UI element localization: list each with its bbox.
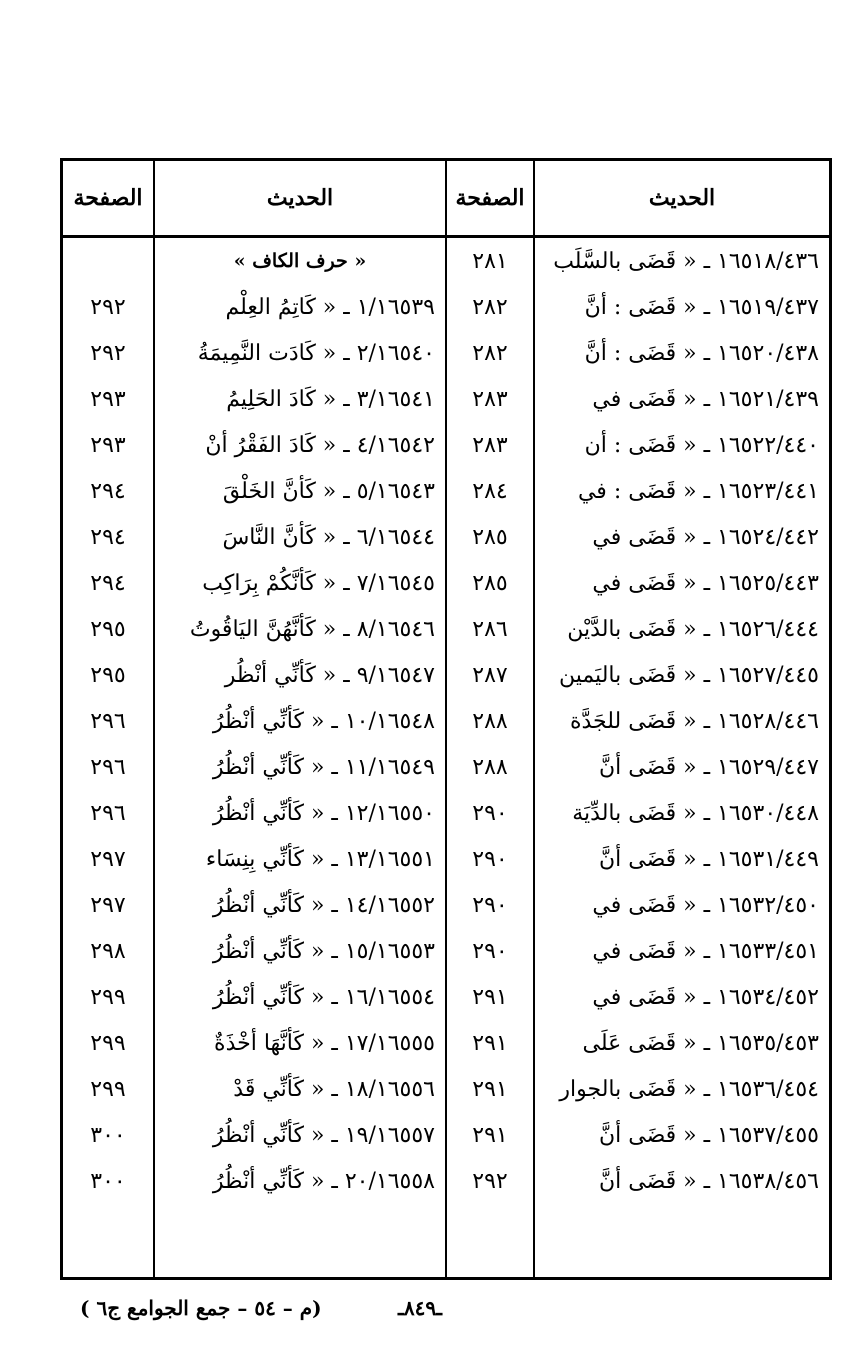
hadith-entry: ١٣/١٦٥٥١ ـ « كَأنِّي بِنِسَاء [205, 846, 435, 872]
page-reference: ٢٩٧ [90, 892, 126, 918]
page-reference: ٢٨٧ [472, 662, 508, 688]
left-index-row [63, 836, 829, 882]
page-reference: ٢٩٧ [90, 846, 126, 872]
hadith-entry: ٨/١٦٥٤٦ ـ « كَأنَّهُنَّ اليَاقُوتُ [189, 616, 435, 642]
hadith-entry: ٥/١٦٥٤٣ ـ « كَأنَّ الخَلْقَ [222, 478, 435, 504]
hadith-entry: ١٦٥٢٨/٤٤٦ ـ « قَضَى للجَدَّة [569, 708, 819, 734]
left-index-row [63, 514, 829, 560]
page-reference: ٢٨٨ [472, 708, 508, 734]
page-reference: ٢٩٩ [90, 1030, 126, 1056]
left-index-row [63, 744, 829, 790]
page-reference: ٢٩٢ [90, 340, 126, 366]
page-reference: ٢٨٤ [472, 478, 508, 504]
hadith-entry: ١٦٥٢٣/٤٤١ ـ « قَضَى : في [577, 478, 819, 504]
left-index-row [63, 698, 829, 744]
page-reference: ٢٨٣ [472, 432, 508, 458]
page-reference: ٢٩٦ [90, 800, 126, 826]
hadith-entry: ١٦٥٢٥/٤٤٣ ـ « قَضَى في [592, 570, 819, 596]
page-reference: ٢٨١ [472, 248, 508, 274]
hadith-entry: ١٦٥٣١/٤٤٩ ـ « قَضَى أنَّ [598, 846, 819, 872]
hadith-entry: ٤/١٦٥٤٢ ـ « كَادَ الفَقْرُ أنْ [205, 432, 435, 458]
page-reference: ٢٩٠ [472, 938, 508, 964]
hadith-entry: ١٢/١٦٥٥٠ ـ « كَأنِّي أنْظُرُ [212, 800, 435, 826]
header-left-page: الصفحة [73, 185, 143, 211]
left-index-row [63, 376, 829, 422]
left-index-row [63, 468, 829, 514]
left-index-row [63, 330, 829, 376]
hadith-entry: ١٨/١٦٥٥٦ ـ « كَأنِّي قَدْ [233, 1076, 435, 1102]
header-right-hadith: الحديث [648, 185, 716, 211]
hadith-entry: ١٧/١٦٥٥٥ ـ « كَأنَّهَا أخْذَةٌ [214, 1030, 435, 1056]
page-reference: ٢٩٨ [90, 938, 126, 964]
hadith-entry: ١٦٥٢١/٤٣٩ ـ « قَضَى في [592, 386, 819, 412]
hadith-entry: ١٤/١٦٥٥٢ ـ « كَأنِّي أنْظُرُ [212, 892, 435, 918]
page-reference: ٢٨٣ [472, 386, 508, 412]
page-reference: ٢٩٣ [90, 386, 126, 412]
header-right-page: الصفحة [455, 185, 525, 211]
page-reference: ٢٨٨ [472, 754, 508, 780]
hadith-entry: ٢/١٦٥٤٠ ـ « كَادَت النَّمِيمَةُ [197, 340, 435, 366]
left-index-row [63, 790, 829, 836]
left-index-row [63, 974, 829, 1020]
page-reference: ٢٩٦ [90, 754, 126, 780]
page-reference: ٢٩٤ [90, 570, 126, 596]
left-index-row [63, 652, 829, 698]
hadith-entry: ١١/١٦٥٤٩ ـ « كَأنِّي أنْظُرُ [212, 754, 435, 780]
page-reference: ٢٩١ [472, 984, 508, 1010]
hadith-entry: ١٦٥٣٦/٤٥٤ ـ « قَضَى بالجوار [559, 1076, 819, 1102]
page-reference: ٢٩٩ [90, 984, 126, 1010]
hadith-entry: ١٦٥١٨/٤٣٦ ـ « قَضَى بالسَّلَب [553, 248, 819, 274]
page-number: ـ٨٤٩ـ [398, 1296, 442, 1320]
hadith-entry: ١٦٥٢٧/٤٤٥ ـ « قَضَى باليَمين [558, 662, 819, 688]
left-index-row [63, 1158, 829, 1204]
left-index-row [63, 560, 829, 606]
page-reference: ٢٩١ [472, 1030, 508, 1056]
hadith-entry: ١٦٥٣٥/٤٥٣ ـ « قَضَى عَلَى [582, 1030, 819, 1056]
page-reference: ٢٩٢ [472, 1168, 508, 1194]
hadith-entry: ٦/١٦٥٤٤ ـ « كَأنَّ النَّاسَ [222, 524, 435, 550]
page-reference: ٢٩٥ [90, 616, 126, 642]
hadith-entry: ٧/١٦٥٤٥ ـ « كَأنَّكُمْ بِرَاكِب [202, 570, 435, 596]
hadith-entry: ١٦٥٣٠/٤٤٨ ـ « قَضَى بالدِّيَة [572, 800, 819, 826]
left-index-row [63, 1112, 829, 1158]
header-left-hadith: الحديث [266, 185, 334, 211]
hadith-entry: ٣/١٦٥٤١ ـ « كَادَ الحَلِيمُ [226, 386, 435, 412]
hadith-entry: ١٦٥٢٠/٤٣٨ ـ « قَضَى : أنَّ [584, 340, 819, 366]
left-index-row [63, 928, 829, 974]
hadith-entry: ١/١٦٥٣٩ ـ « كَاتِمُ العِلْم [225, 294, 435, 320]
hadith-entry: ١٩/١٦٥٥٧ ـ « كَأنِّي أنْظُرُ [212, 1122, 435, 1148]
page-reference: ٢٩١ [472, 1076, 508, 1102]
hadith-entry: ١٦٥٢٦/٤٤٤ ـ « قَضَى بالدَّيْن [567, 616, 819, 642]
page-reference: ٢٨٥ [472, 570, 508, 596]
hadith-entry: ٩/١٦٥٤٧ ـ « كَأنِّي أنْظُر [224, 662, 435, 688]
page-reference: ٢٨٥ [472, 524, 508, 550]
left-index-row [63, 284, 829, 330]
page-reference: ٢٩٤ [90, 524, 126, 550]
page-reference: ٣٠٠ [90, 1122, 126, 1148]
page-reference: ٢٩٠ [472, 892, 508, 918]
page-reference: ٢٩٩ [90, 1076, 126, 1102]
page-reference: ٣٠٠ [90, 1168, 126, 1194]
page-reference: ٢٨٢ [472, 340, 508, 366]
hadith-entry: ١٦٥٢٢/٤٤٠ ـ « قَضَى : أن [584, 432, 819, 458]
page-reference: ٢٨٦ [472, 616, 508, 642]
page-reference: ٢٩٤ [90, 478, 126, 504]
hadith-entry: ١٦٥٢٤/٤٤٢ ـ « قَضَى في [592, 524, 819, 550]
hadith-entry: ١٦٥٣٧/٤٥٥ ـ « قَضَى أنَّ [598, 1122, 819, 1148]
page-reference: ٢٩٠ [472, 846, 508, 872]
section-title: « حرف الكاف » [233, 250, 367, 272]
page-reference: ٢٩٢ [90, 294, 126, 320]
hadith-entry: ١٠/١٦٥٤٨ ـ « كَأنِّي أنْظُرُ [212, 708, 435, 734]
hadith-entry: ١٦٥٣٣/٤٥١ ـ « قَضَى في [592, 938, 819, 964]
hadith-entry: ١٦٥٣٨/٤٥٦ ـ « قَضَى أنَّ [598, 1168, 819, 1194]
hadith-entry: ٢٠/١٦٥٥٨ ـ « كَأنِّي أنْظُرُ [212, 1168, 435, 1194]
page-reference: ٢٩١ [472, 1122, 508, 1148]
hadith-entry: ١٦٥١٩/٤٣٧ ـ « قَضَى : أنَّ [584, 294, 819, 320]
hadith-entry: ١٦٥٢٩/٤٤٧ ـ « قَضَى أنَّ [598, 754, 819, 780]
page-reference: ٢٩٥ [90, 662, 126, 688]
page-reference: ٢٩٦ [90, 708, 126, 734]
hadith-entry: ١٥/١٦٥٥٣ ـ « كَأنِّي أنْظُرُ [212, 938, 435, 964]
right-index-row [63, 238, 829, 284]
volume-note: ( م – ٥٤ – جمع الجوامع ج٦) [80, 1296, 322, 1320]
page-reference: ٢٨٢ [472, 294, 508, 320]
hadith-entry: ١٦٥٣٢/٤٥٠ ـ « قَضَى في [592, 892, 819, 918]
index-table [60, 158, 832, 1280]
page-reference: ٢٩٣ [90, 432, 126, 458]
hadith-entry: ١٦٥٣٤/٤٥٢ ـ « قَضَى في [592, 984, 819, 1010]
left-index-row [63, 606, 829, 652]
left-index-row [63, 422, 829, 468]
left-index-row [63, 1066, 829, 1112]
page-reference: ٢٩٠ [472, 800, 508, 826]
left-index-row [63, 1020, 829, 1066]
hadith-entry: ١٦/١٦٥٥٤ ـ « كَأنِّي أنْظُرُ [212, 984, 435, 1010]
left-index-row [63, 882, 829, 928]
